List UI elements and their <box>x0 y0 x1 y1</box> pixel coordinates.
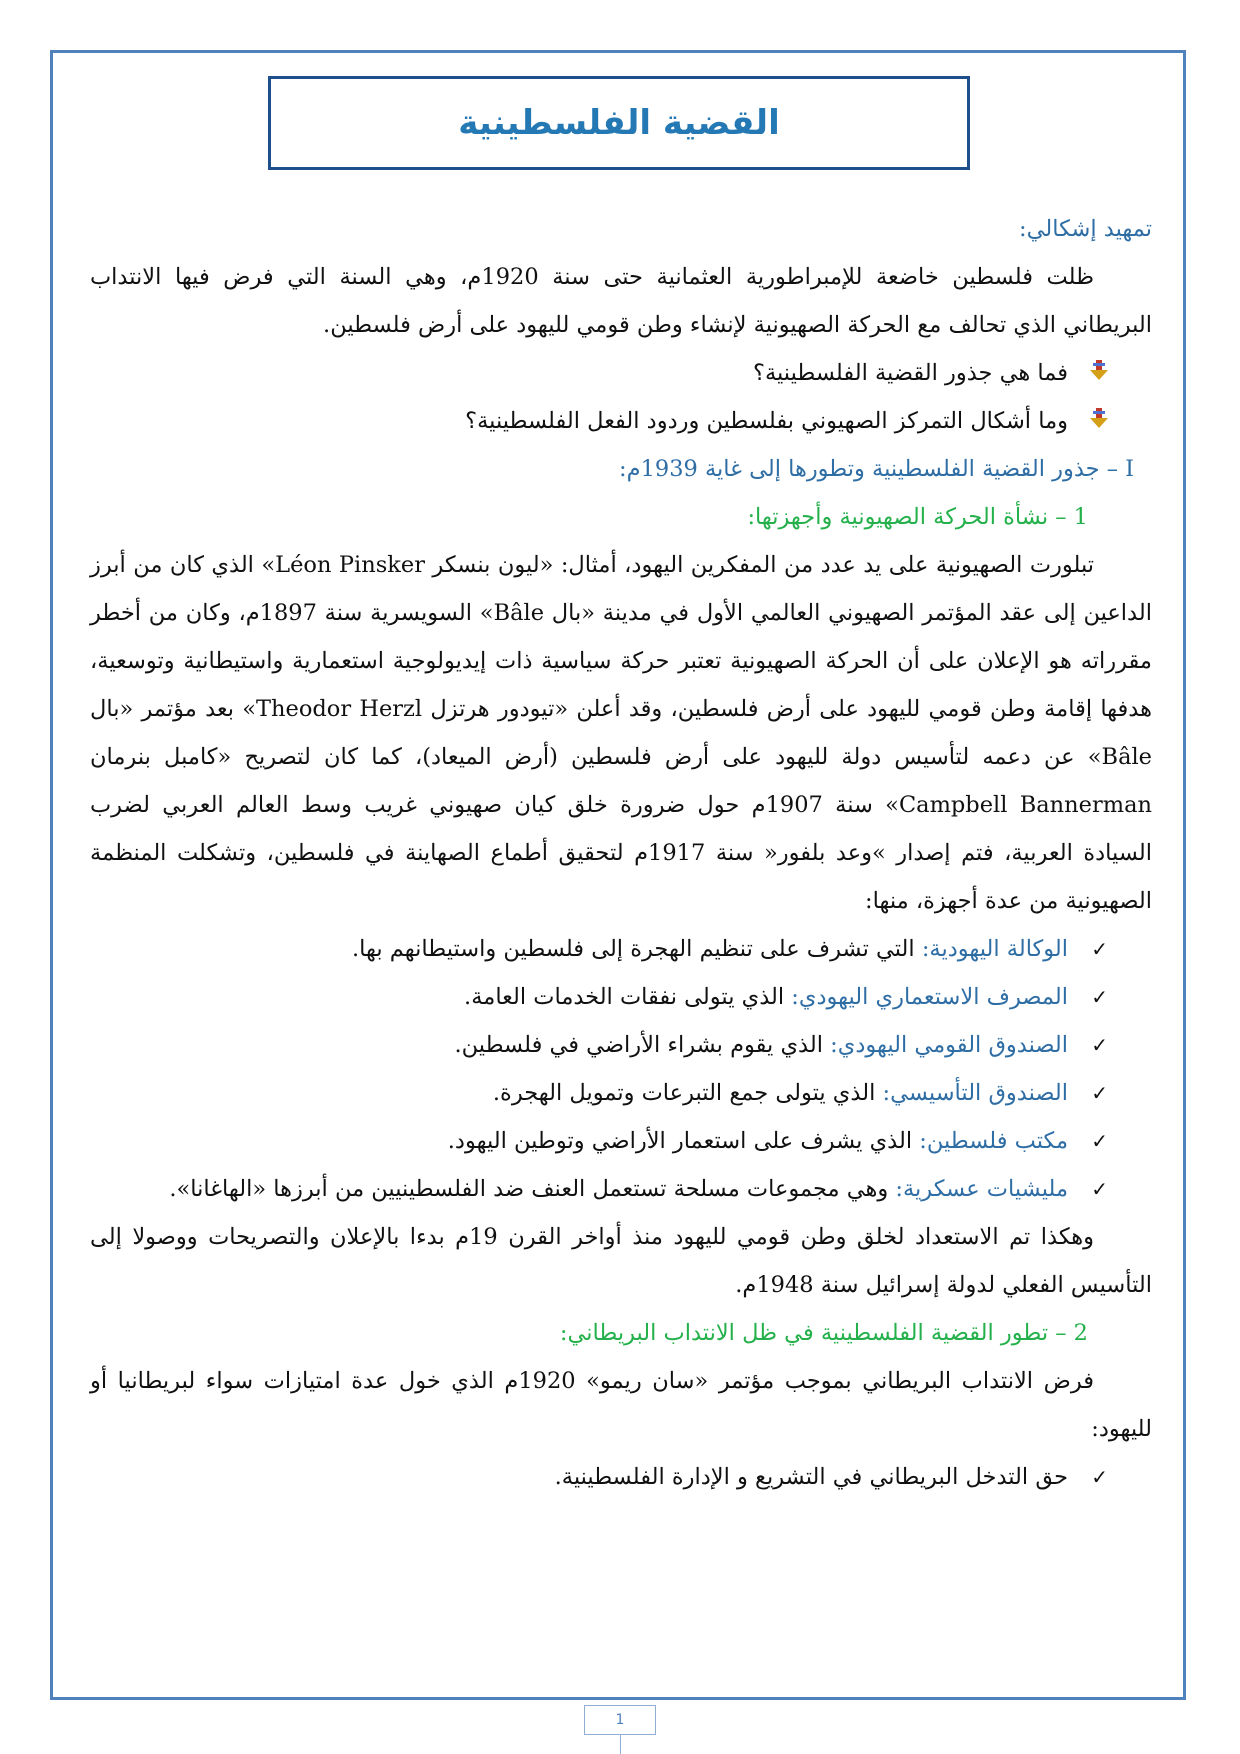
checkmark-icon: ✓ <box>1091 985 1108 1009</box>
mandate-item-text: حق التدخل البريطاني في التشريع و الإدارة الفلسطينية. <box>554 1464 1068 1490</box>
page-title: القضية الفلسطينية <box>458 103 780 143</box>
organ-item <box>90 1069 1152 1117</box>
question-item <box>90 349 1152 397</box>
organ-text: الذي يتولى جمع التبرعات وتمويل الهجرة. <box>492 1080 883 1106</box>
organ-label: الصندوق التأسيسي: <box>882 1080 1068 1106</box>
organ-item <box>90 1165 1152 1213</box>
mandate-paragraph: فرض الانتداب البريطاني بموجب مؤتمر «سان ريمو» 1920م الذي خول عدة امتيازات سواء لبريطانيا أو لليهود: <box>90 1368 1152 1442</box>
checkmark-icon: ✓ <box>1091 1033 1108 1057</box>
page-number-connector <box>620 1735 621 1754</box>
organ-label: المصرف الاستعماري اليهودي: <box>791 984 1068 1010</box>
checkmark-icon: ✓ <box>1091 1129 1108 1153</box>
organ-label: مكتب فلسطين: <box>919 1128 1068 1154</box>
organ-item <box>90 973 1152 1021</box>
conclusion-paragraph: وهكذا تم الاستعداد لخلق وطن قومي لليهود منذ أواخر القرن 19م بدءا بالإعلان والتصريحات ووصولا إلى التأسيس الفعلي لدولة إسرائيل سنة 1948م. <box>90 1224 1152 1298</box>
organ-item <box>90 1021 1152 1069</box>
question-item <box>90 397 1152 445</box>
mandate-item <box>90 1453 1152 1501</box>
organ-item <box>90 925 1152 973</box>
organ-text: وهي مجموعات مسلحة تستعمل العنف ضد الفلسطينيين من أبرزها «الهاغانا». <box>169 1176 896 1202</box>
organ-text: الذي يتولى نفقات الخدمات العامة. <box>464 984 792 1010</box>
zionism-paragraph: تبلورت الصهيونية على يد عدد من المفكرين اليهود، أمثال: «ليون بنسكر Léon Pinsker» الذي كان من أبرز الداعين إلى عقد المؤتمر الصهيوني العالمي الأول في مدينة «بال Bâle» السويسرية سنة 1897م، وكان من أخطر مقرراته هو الإعلان على أن الحركة الصهيونية تعتبر حركة سياسية ذات إيديولوجية استعمارية واستيطانية وتوسعية، هدفها إقامة وطن قومي لليهود على أرض فلسطين، وقد أعلن «تيودور هرتزل Theodor Herzl» بعد مؤتمر «بال Bâle» عن دعمه لتأسيس دولة لليهود على أرض فلسطين (أرض الميعاد)، كما كان لتصريح «كامبل بنرمان Campbell Bannerman» سنة 1907م حول ضرورة خلق كيان صهيوني غريب وسط العالم العربي لضرب السيادة العربية، فتم إصدار »وعد بلفور« سنة 1917م لتحقيق أطماع الصهاينة في فلسطين، وتشكلت المنظمة الصهيونية من عدة أجهزة، منها: <box>90 552 1152 914</box>
question-text: فما هي جذور القضية الفلسطينية؟ <box>753 360 1068 386</box>
organ-text: الذي يشرف على استعمار الأراضي وتوطين اليهود. <box>447 1128 920 1154</box>
organ-label: مليشيات عسكرية: <box>895 1176 1068 1202</box>
checkmark-icon: ✓ <box>1091 1465 1108 1489</box>
intro-paragraph: ظلت فلسطين خاضعة للإمبراطورية العثمانية حتى سنة 1920م، وهي السنة التي فرض فيها الانتداب البريطاني الذي تحالف مع الحركة الصهيونية لإنشاء وطن قومي لليهود على أرض فلسطين. <box>90 264 1152 338</box>
arrow-bullet-icon <box>1068 397 1108 445</box>
title-box <box>268 76 970 170</box>
arrow-bullet-icon <box>1068 349 1108 397</box>
organ-text: التي تشرف على تنظيم الهجرة إلى فلسطين واستيطانهم بها. <box>351 936 922 962</box>
organ-item <box>90 1117 1152 1165</box>
subsection-heading: 1 – نشأة الحركة الصهيونية وأجهزتها: <box>747 504 1088 530</box>
organ-label: الصندوق القومي اليهودي: <box>830 1032 1068 1058</box>
page-number-text: 1 <box>615 1712 625 1728</box>
intro-heading: تمهيد إشكالي: <box>1019 216 1152 242</box>
checkmark-icon: ✓ <box>1091 937 1108 961</box>
document-body <box>90 205 1152 1501</box>
section-heading: I – جذور القضية الفلسطينية وتطورها إلى غاية 1939م: <box>619 456 1134 482</box>
question-text: وما أشكال التمركز الصهيوني بفلسطين وردود الفعل الفلسطينية؟ <box>465 408 1068 434</box>
organ-label: الوكالة اليهودية: <box>921 936 1068 962</box>
organ-text: الذي يقوم بشراء الأراضي في فلسطين. <box>454 1032 831 1058</box>
checkmark-icon: ✓ <box>1091 1081 1108 1105</box>
page-number <box>584 1705 656 1735</box>
checkmark-icon: ✓ <box>1091 1177 1108 1201</box>
subsection-heading: 2 – تطور القضية الفلسطينية في ظل الانتداب البريطاني: <box>559 1320 1088 1346</box>
